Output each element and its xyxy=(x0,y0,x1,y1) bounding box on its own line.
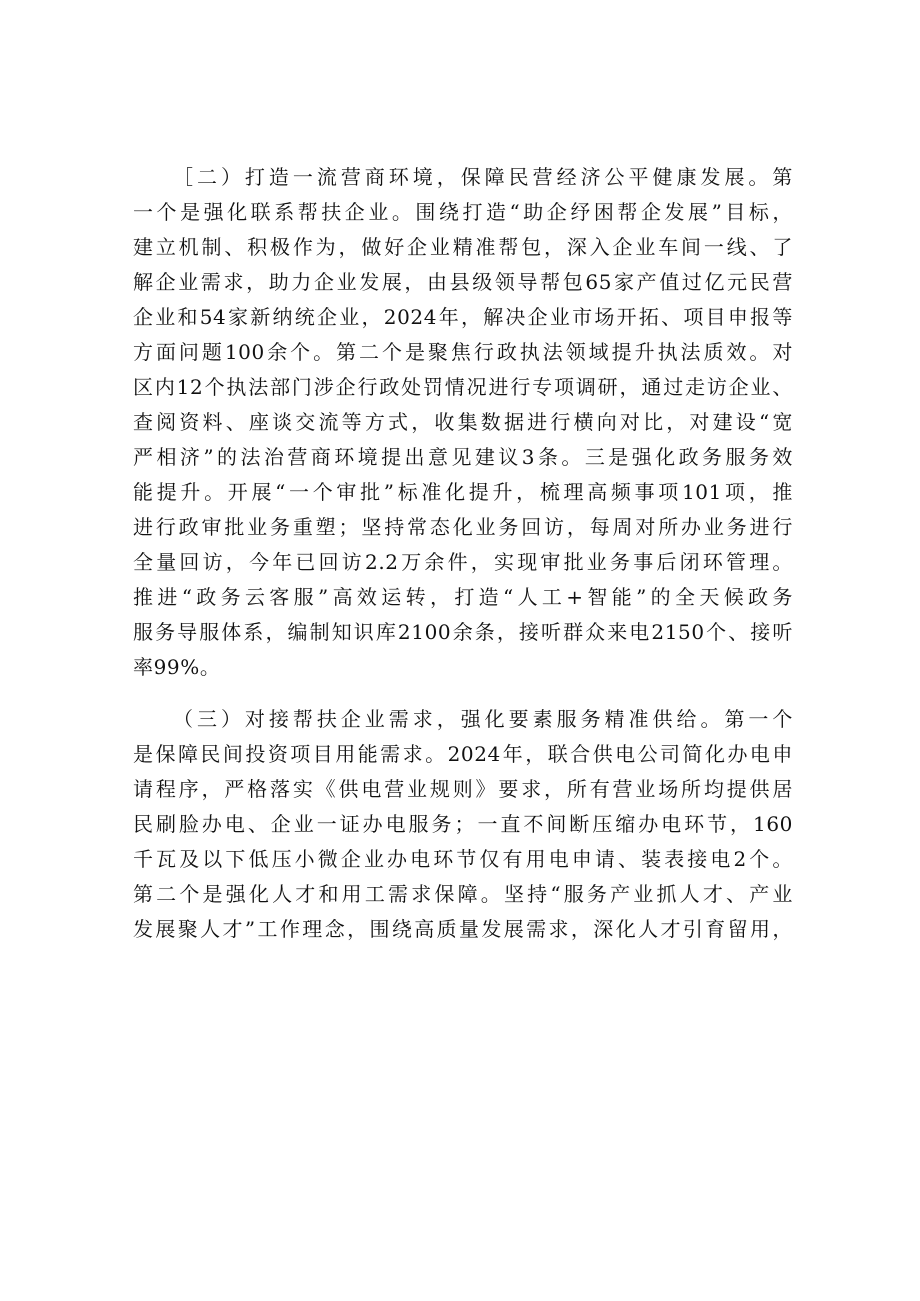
text-line: 率99%。 xyxy=(133,655,221,679)
text-line: 企业和54家新纳统企业，2024年，解决企业市场开拓、项目申报等 xyxy=(133,305,793,329)
text-line: 查阅资料、座谈交流等方式，收集数据进行横向对比，对建设“宽 xyxy=(133,410,793,434)
text-line: ［二）打造一流营商环境，保障民营经济公平健康发展。第 xyxy=(173,165,793,189)
text-line: 一个是强化联系帮扶企业。围绕打造“助企纾困帮企发展”目标， xyxy=(133,200,793,224)
text-line: 请程序，严格落实《供电营业规则》要求，所有营业场所均提供居 xyxy=(133,777,793,801)
paragraph-business-environment xyxy=(133,160,793,685)
text-line: 是保障民间投资项目用能需求。2024年，联合供电公司简化办电申 xyxy=(133,742,793,766)
text-line: 服务导服体系，编制知识库2100余条，接听群众来电2150个、接听 xyxy=(133,620,793,644)
text-line: 千瓦及以下低压小微企业办电环节仅有用电申请、装表接电2个。 xyxy=(133,847,793,871)
text-line: （三）对接帮扶企业需求，强化要素服务精准供给。第一个 xyxy=(173,707,793,731)
text-line: 方面问题100余个。第二个是聚焦行政执法领域提升执法质效。对 xyxy=(133,340,793,364)
paragraph-enterprise-needs xyxy=(133,702,793,947)
text-line: 第二个是强化人才和用工需求保障。坚持“服务产业抓人才、产业 xyxy=(133,882,793,906)
text-line: 全量回访，今年已回访2.2万余件，实现审批业务事后闭环管理。 xyxy=(133,550,793,574)
text-line: 能提升。开展“一个审批”标准化提升，梳理高频事项101项，推 xyxy=(133,480,793,504)
text-line: 推进“政务云客服”高效运转，打造“人工+智能”的全天候政务 xyxy=(133,585,793,609)
text-line: 民刷脸办电、企业一证办电服务；一直不间断压缩办电环节，160 xyxy=(133,812,793,836)
text-line: 建立机制、积极作为，做好企业精准帮包，深入企业车间一线、了 xyxy=(133,235,793,259)
text-line: 区内12个执法部门涉企行政处罚情况进行专项调研，通过走访企业、 xyxy=(133,375,793,399)
text-line: 发展聚人才”工作理念，围绕高质量发展需求，深化人才引育留用， xyxy=(133,917,793,941)
text-line: 解企业需求，助力企业发展，由县级领导帮包65家产值过亿元民营 xyxy=(133,270,793,294)
text-line: 进行政审批业务重塑；坚持常态化业务回访，每周对所办业务进行 xyxy=(133,515,793,539)
text-line: 严相济”的法治营商环境提出意见建议3条。三是强化政务服务效 xyxy=(133,445,793,469)
